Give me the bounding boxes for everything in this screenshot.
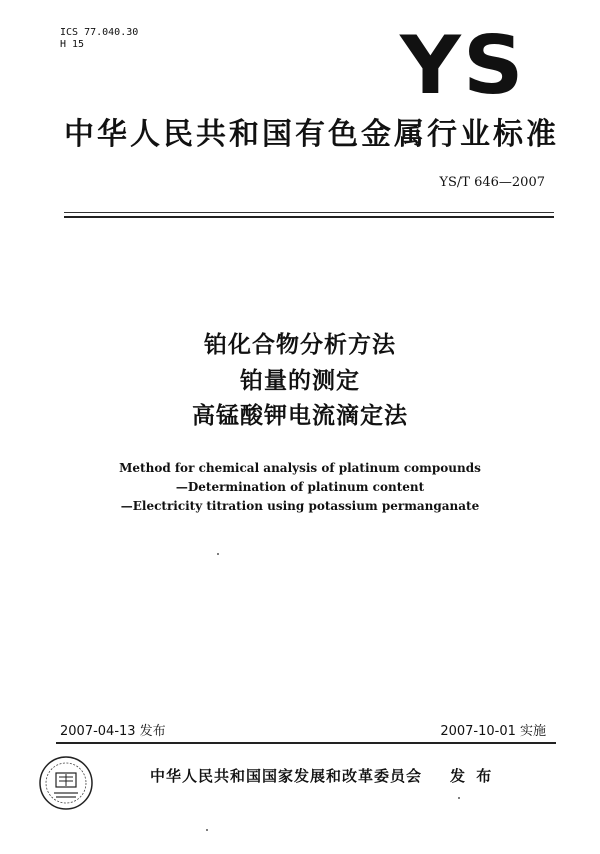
official-seal-icon	[38, 755, 94, 811]
scan-speck	[206, 829, 208, 831]
implement-date: 2007-10-01 实施	[440, 724, 546, 739]
scan-speck	[458, 797, 460, 799]
classification-codes	[60, 27, 138, 51]
en-title-line-3: —Electricity titration using potassium permanganate	[120, 499, 480, 513]
footer-divider	[56, 742, 556, 744]
publish-date: 2007-04-13 发布	[60, 724, 166, 739]
ys-logo: YS	[400, 19, 526, 112]
en-title-line-2: —Determination of platinum content	[175, 480, 425, 494]
standard-number: YS/T 646—2007	[439, 175, 545, 190]
ics-code: ICS 77.040.30	[60, 27, 139, 38]
en-title-line-1: Method for chemical analysis of platinum compounds	[119, 461, 481, 475]
ccs-code: H 15	[60, 39, 85, 50]
cn-title-line-2: 铂量的测定	[240, 368, 360, 394]
issuing-authority: 中华人民共和国国家发展和改革委员会	[150, 767, 423, 785]
cn-title-line-3: 高锰酸钾电流滴定法	[192, 403, 408, 429]
industry-standard-title: 中华人民共和国有色金属行业标准	[64, 117, 559, 152]
scan-speck	[217, 553, 219, 555]
issue-label: 发 布	[450, 767, 495, 785]
cn-title-line-1: 铂化合物分析方法	[204, 332, 396, 358]
header-divider-thin	[64, 212, 554, 213]
header-divider-thick	[64, 216, 554, 218]
